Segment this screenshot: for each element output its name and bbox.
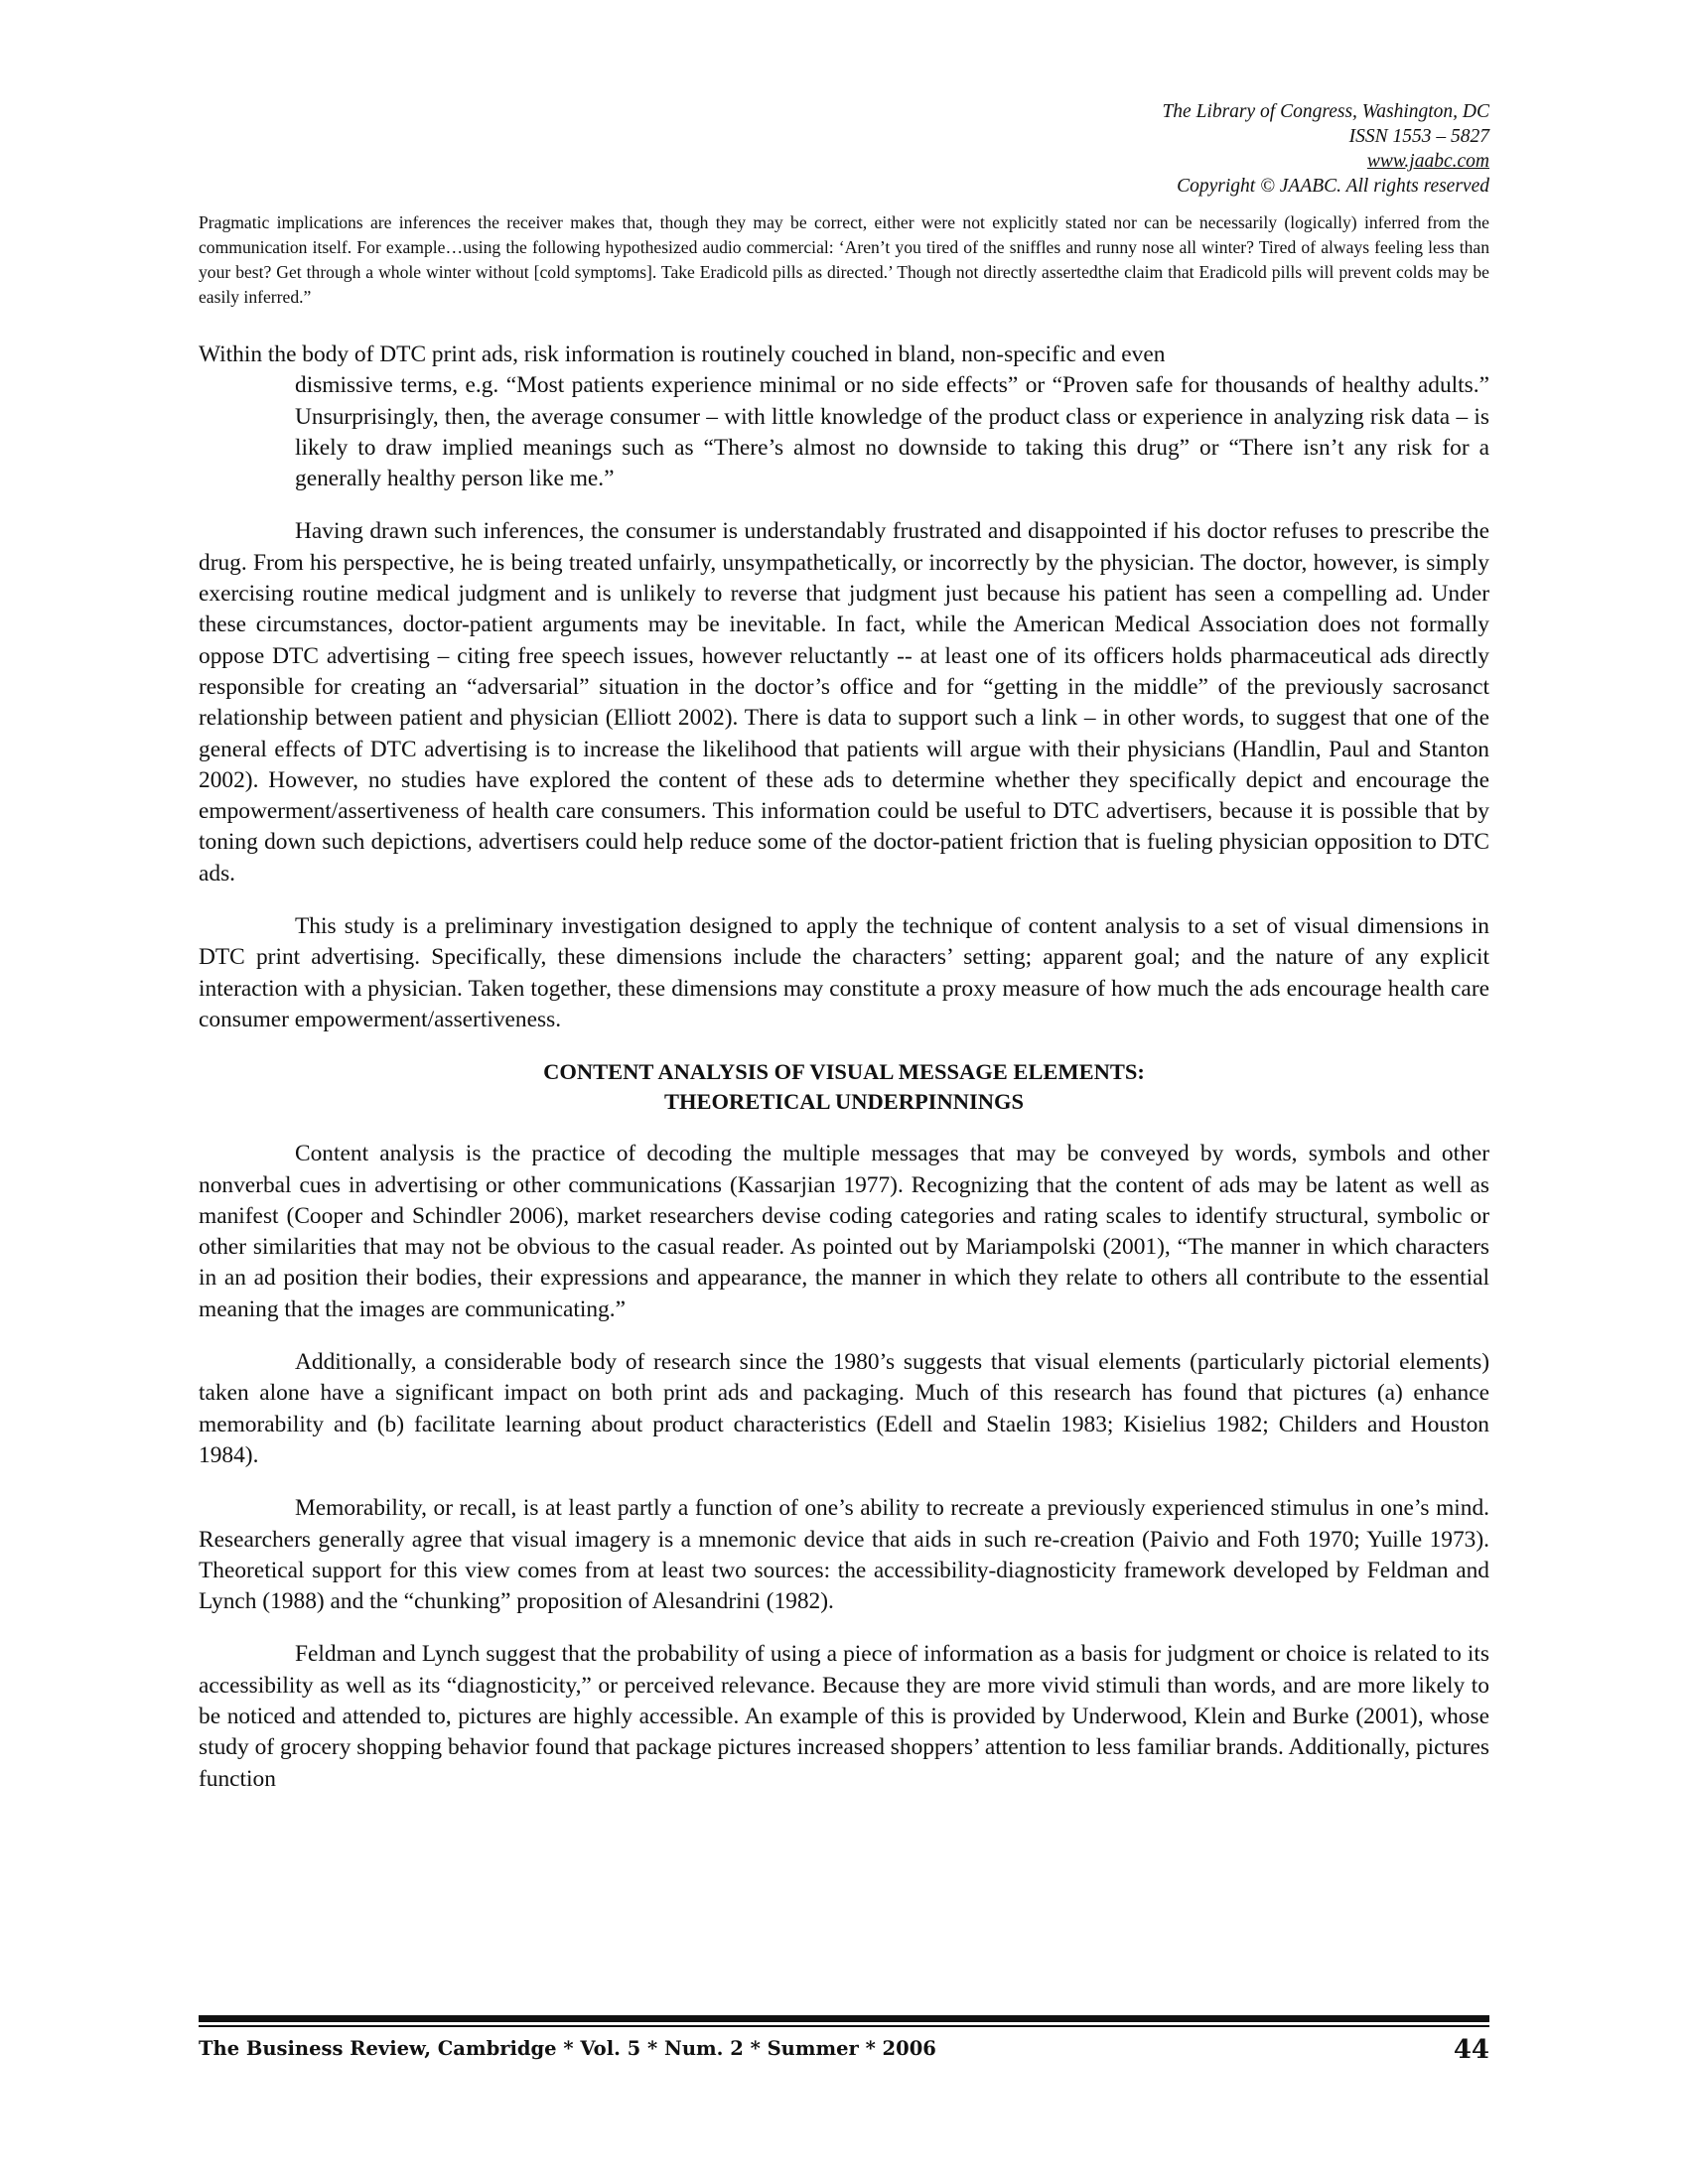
paragraph-5: Additionally, a considerable body of research since the 1980’s suggests that visual elements (particularly pictorial elements) taken alone have a significant impact on both print ads and packaging. Much of this research has found that pictures (a) enhance memorability and (b) facilitate learning about product characteristics (Edell and Staelin 1983; Kisielius 1982; Childers and Houston 1984). (199, 1349, 1489, 1468)
paragraph-2: Having drawn such inferences, the consumer is understandably frustrated and disappointed if his doctor refuses to prescribe the drug. From his perspective, he is being treated unfairly, unsympathetically, or incorrectly by the physician. The doctor, however, is simply exercising routine medical judgment and is unlikely to reverse that judgment just because his patient has seen a compelling ad. Under these circumstances, doctor-patient arguments may be inevitable. In fact, while the American Medical Association does not formally oppose DTC advertising – citing free speech issues, however reluctantly -- at least one of its officers holds pharmaceutical ads directly responsible for creating an “adversarial” situation in the doctor’s office and for “getting in the middle” of the previously sacrosanct relationship between patient and physician (Elliott 2002). There is data to support such a link – in other words, to suggest that one of the general effects of DTC advertising is to increase the likelihood that patients will argue with their physicians (Handlin, Paul and Stanton 2002). However, no studies have explored the content of these ads to determine whether they specifically depict and encourage the empowerment/assertiveness of health care consumers. This information could be useful to DTC advertisers, because it is possible that by toning down such depictions, advertisers could help reduce some of the doctor-patient friction that is fueling physician opposition to DTC ads. (199, 518, 1489, 887)
paragraph-6: Memorability, or recall, is at least partly a function of one’s ability to recreate a previously experienced stimulus in one’s mind. Researchers generally agree that visual imagery is a mnemonic device that aids in such re-creation (Paivio and Foth 1970; Yuille 1973). Theoretical support for this view comes from at least two sources: the accessibility-diagnosticity framework developed by Feldman and Lynch (1988) and the “chunking” proposition of Alesandrini (1982). (199, 1495, 1489, 1615)
paragraph-7: Feldman and Lynch suggest that the probability of using a piece of information as a basis for judgment or choice is related to its accessibility as well as its “diagnosticity,” or perceived relevance. Because they are more vivid stimuli than words, and are more likely to be noticed and attended to, pictures are highly accessible. An example of this is provided by Underwood, Klein and Burke (2001), whose study of grocery shopping behavior found that package pictures increased shoppers’ attention to less familiar brands. Additionally, pictures function (199, 1641, 1489, 1792)
paragraph-1 (199, 340, 1489, 494)
paragraph-1-first-line: Within the body of DTC print ads, risk information is routinely couched in bland, non-specific and even (199, 341, 1166, 367)
page-number: 44 (1453, 2035, 1489, 2065)
paragraph-1-rest: dismissive terms, e.g. “Most patients experience minimal or no side effects” or “Proven safe for thousands of healthy adults.” Unsurprisingly, then, the average consumer – with little knowledge of the product class or experience in analyzing risk data – is likely to draw implied meanings such as “There’s almost no downside to taking this drug” or “There isn’t any risk for a generally healthy person like me.” (295, 372, 1489, 492)
block-quote: Pragmatic implications are inferences the receiver makes that, though they may be correct, either were not explicitly stated nor can be necessarily (logically) inferred from the communication itself. For example…using the following hypothesized audio commercial: ‘Aren’t you tired of the sniffles and runny nose all winter? Tired of always feeling less than your best? Get through a whole winter without [cold symptoms]. Take Eradicold pills as directed.’ Though not directly assertedthe claim that Eradicold pills will prevent colds may be easily inferred.” (199, 212, 1489, 307)
body-text (199, 340, 1489, 1817)
header-website-link[interactable]: www.jaabc.com (1366, 151, 1489, 172)
page (199, 0, 1489, 2184)
header-library: The Library of Congress, Washington, DC (1162, 101, 1489, 122)
paragraph-4: Content analysis is the practice of decoding the multiple messages that may be conveyed by words, symbols and other nonverbal cues in advertising or other communications (Kassarjian 1977). Recognizing that the content of ads may be latent as well as manifest (Cooper and Schindler 2006), market researchers devise coding categories and rating scales to identify structural, symbolic or other similarities that may not be obvious to the casual reader. As pointed out by Mariampolski (2001), “The manner in which characters in an ad position their bodies, their expressions and appearance, the manner in which they relate to others all contribute to the essential meaning that the images are communicating.” (199, 1141, 1489, 1322)
page-header (1162, 99, 1489, 199)
section-heading (199, 1057, 1489, 1117)
section-heading-line-1: CONTENT ANALYSIS OF VISUAL MESSAGE ELEMENTS: (543, 1059, 1145, 1085)
footer-journal-citation: The Business Review, Cambridge * Vol. 5 * Num. 2 * Summer * 2006 (199, 2037, 936, 2060)
footer-rule-thin (199, 2025, 1489, 2027)
header-issn: ISSN 1553 – 5827 (1348, 126, 1489, 147)
section-heading-line-2: THEORETICAL UNDERPINNINGS (664, 1089, 1024, 1115)
header-copyright: Copyright © JAABC. All rights reserved (1177, 176, 1489, 197)
footer-rule-thick (199, 2015, 1489, 2022)
paragraph-3: This study is a preliminary investigation designed to apply the technique of content analysis to a set of visual dimensions in DTC print advertising. Specifically, these dimensions include the characters’ setting; apparent goal; and the nature of any explicit interaction with a physician. Taken together, these dimensions may constitute a proxy measure of how much the ads encourage health care consumer empowerment/assertiveness. (199, 913, 1489, 1032)
